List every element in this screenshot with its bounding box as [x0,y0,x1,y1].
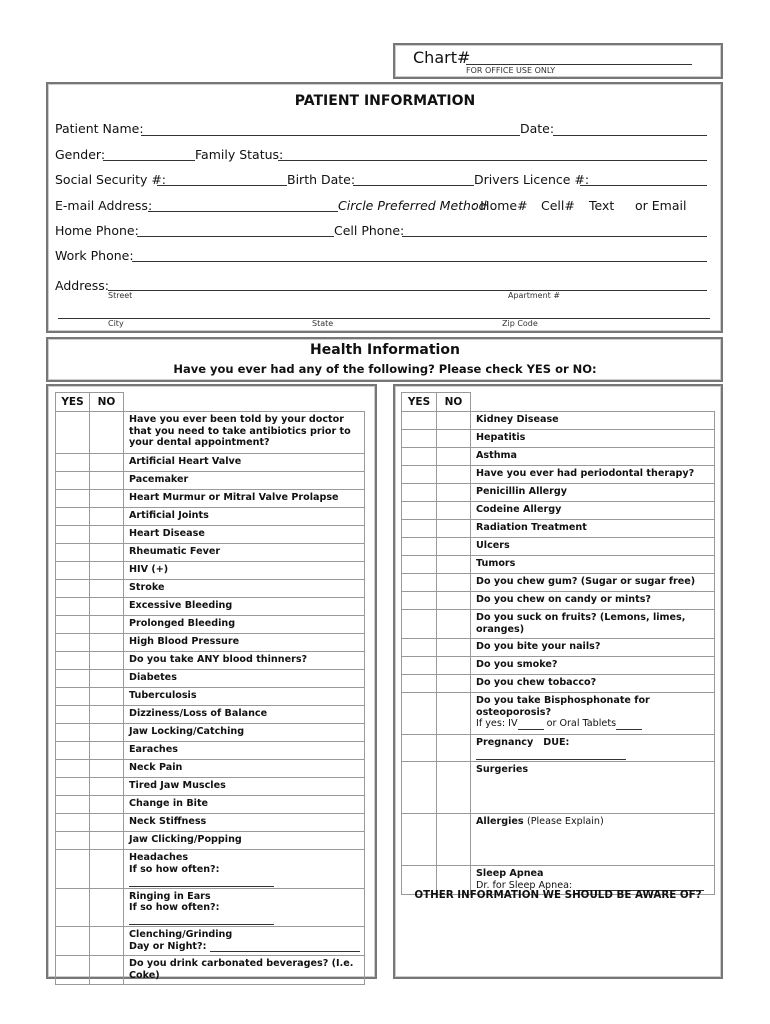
no-checkbox[interactable] [90,688,124,706]
no-checkbox[interactable] [437,412,471,430]
no-checkbox[interactable] [90,814,124,832]
no-checkbox[interactable] [90,490,124,508]
yes-checkbox[interactable] [56,850,90,889]
question-text: Tumors [476,558,516,569]
question [471,538,715,556]
bisphosphonate-options [476,718,642,729]
question [124,634,365,652]
no-checkbox[interactable] [437,675,471,693]
table-row [56,526,365,544]
blank-line[interactable] [129,886,274,887]
question-text: Ulcers [476,540,510,551]
question [471,556,715,574]
table-row [402,693,715,735]
no-checkbox[interactable] [90,706,124,724]
question-text: Do you chew on candy or mints? [476,594,651,605]
family-status-label: Family Status: [195,147,284,162]
question-subtext: Day or Night?: [129,940,207,952]
table-row [402,538,715,556]
table-row [56,598,365,616]
table-row [56,544,365,562]
yes-checkbox[interactable] [56,956,90,985]
table-row [56,832,365,850]
patient-info-title: PATIENT INFORMATION [294,93,476,109]
yes-checkbox[interactable] [56,796,90,814]
question [471,693,715,735]
question [471,592,715,610]
yes-checkbox[interactable] [56,544,90,562]
no-checkbox[interactable] [437,538,471,556]
iv-label: If yes: IV [476,718,518,729]
question-text: Tuberculosis [129,690,197,701]
gender-field[interactable] [103,160,195,161]
work-phone-field[interactable] [132,261,707,262]
chart-label: Chart# [413,48,471,67]
home-phone-label: Home Phone: [55,223,139,238]
question [471,657,715,675]
no-checkbox[interactable] [90,412,124,454]
question [471,520,715,538]
question [124,832,365,850]
question-text: Heart Murmur or Mitral Valve Prolapse [129,492,339,503]
no-checkbox[interactable] [90,670,124,688]
table-row [402,735,715,762]
no-checkbox[interactable] [90,832,124,850]
yes-checkbox[interactable] [402,814,437,866]
question-text: Stroke [129,582,165,593]
yes-checkbox[interactable] [56,580,90,598]
table-row [402,657,715,675]
yes-checkbox[interactable] [56,724,90,742]
question [124,778,365,796]
table-row [56,670,365,688]
blank-line[interactable] [476,759,626,760]
question-text: Earaches [129,744,178,755]
address-label: Address: [55,278,109,293]
no-checkbox[interactable] [90,598,124,616]
table-row [56,616,365,634]
no-header: NO [90,393,124,412]
no-checkbox[interactable] [90,454,124,472]
circle-method-label: Circle Preferred Method [338,198,487,213]
question [124,412,365,454]
question-text: Ringing in Ears [129,890,211,902]
table-row [402,592,715,610]
yes-checkbox[interactable] [56,688,90,706]
state-caption: State [312,319,334,328]
no-checkbox[interactable] [437,592,471,610]
table-row [56,634,365,652]
question-text: Sleep Apnea [476,868,544,879]
no-checkbox[interactable] [437,520,471,538]
table-row [56,412,365,454]
yes-checkbox[interactable] [56,508,90,526]
yes-checkbox[interactable] [56,526,90,544]
table-row [402,639,715,657]
yes-checkbox[interactable] [402,610,437,639]
table-row [56,760,365,778]
question-text: Do you bite your nails? [476,641,601,652]
question-text: Clenching/Grinding [129,929,233,940]
yes-header: YES [56,393,90,412]
no-header: NO [437,393,471,412]
table-row [402,675,715,693]
question [471,466,715,484]
no-checkbox[interactable] [437,574,471,592]
question-text: High Blood Pressure [129,636,240,647]
question [124,598,365,616]
question-text: Have you ever had periodontal therapy? [476,468,695,479]
table-row [402,814,715,866]
table-row [56,778,365,796]
table-row [56,706,365,724]
table-row [402,466,715,484]
blank-line[interactable] [616,729,642,730]
yes-checkbox[interactable] [56,616,90,634]
yes-checkbox[interactable] [56,562,90,580]
sleep-apnea-doctor-label: Dr. for Sleep Apnea: [476,879,573,891]
home-phone-field[interactable] [137,236,334,237]
drivers-licence-label: Drivers Licence #: [474,172,590,187]
no-checkbox[interactable] [437,448,471,466]
no-checkbox[interactable] [90,796,124,814]
question [124,742,365,760]
question-text: Change in Bite [129,798,209,809]
no-checkbox[interactable] [90,634,124,652]
yes-checkbox[interactable] [402,538,437,556]
question-text: HIV (+) [129,564,169,575]
yes-checkbox[interactable] [402,430,437,448]
other-information-label: OTHER INFORMATION WE SHOULD BE AWARE OF? [414,889,702,901]
office-use-note: FOR OFFICE USE ONLY [466,66,556,75]
question [124,616,365,634]
question-text: Neck Stiffness [129,816,207,827]
question-text: Do you drink carbonated beverages? (I.e. Coke) [129,958,354,981]
no-checkbox[interactable] [437,466,471,484]
no-checkbox[interactable] [437,693,471,735]
question-text: Kidney Disease [476,414,559,425]
question-text: Jaw Clicking/Popping [129,834,242,845]
table-row [402,762,715,814]
yes-checkbox[interactable] [56,490,90,508]
yes-checkbox[interactable] [56,760,90,778]
no-checkbox[interactable] [437,814,471,866]
table-row [56,888,365,927]
yes-checkbox[interactable] [56,454,90,472]
table-row [402,430,715,448]
question [124,472,365,490]
question-text: Do you chew gum? (Sugar or sugar free) [476,576,696,587]
yes-checkbox[interactable] [56,634,90,652]
question-text: Do you take Bisphosphonate for osteoporosis? [476,695,650,718]
question-text: Jaw Locking/Catching [129,726,245,737]
question [124,688,365,706]
table-row [402,520,715,538]
due-label: DUE: [543,737,570,748]
question [471,675,715,693]
question [471,448,715,466]
question [124,454,365,472]
question [124,850,365,889]
yes-checkbox[interactable] [402,556,437,574]
yes-checkbox[interactable] [402,466,437,484]
yes-checkbox[interactable] [402,574,437,592]
no-checkbox[interactable] [90,580,124,598]
yes-checkbox[interactable] [56,888,90,927]
table-row [56,688,365,706]
question [124,562,365,580]
question [471,735,715,762]
no-checkbox[interactable] [437,484,471,502]
question [471,430,715,448]
question [124,508,365,526]
question-text: Surgeries [476,764,529,775]
table-row [56,472,365,490]
birth-date-label: Birth Date: [287,172,356,187]
street-caption: Street [108,291,133,300]
no-checkbox[interactable] [437,610,471,639]
gender-label: Gender: [55,147,106,162]
yes-checkbox[interactable] [402,735,437,762]
no-checkbox[interactable] [90,742,124,760]
yes-checkbox[interactable] [402,639,437,657]
no-checkbox[interactable] [437,430,471,448]
question-text: Pregnancy [476,737,534,748]
no-checkbox[interactable] [90,927,124,956]
question-text: Excessive Bleeding [129,600,233,611]
table-row [402,502,715,520]
question [124,706,365,724]
question-text: Rheumatic Fever [129,546,221,557]
method-home-option[interactable]: : Home# [472,198,528,213]
table-row [56,580,365,598]
method-email-option[interactable]: or Email [635,198,687,213]
drivers-licence-field[interactable] [580,185,707,186]
question [124,814,365,832]
question [471,502,715,520]
yes-checkbox[interactable] [56,598,90,616]
zip-caption: Zip Code [502,319,538,328]
question [471,574,715,592]
apartment-caption: Apartment # [508,291,561,300]
question [124,927,365,956]
health-right-table [401,392,715,895]
question [124,760,365,778]
no-checkbox[interactable] [437,639,471,657]
question [124,652,365,670]
cell-phone-field[interactable] [402,236,707,237]
yes-checkbox[interactable] [56,778,90,796]
question [471,762,715,814]
yes-checkbox[interactable] [56,652,90,670]
yes-checkbox[interactable] [402,592,437,610]
no-checkbox[interactable] [90,888,124,927]
allergies-note: (Please Explain) [526,816,604,827]
question-text: Radiation Treatment [476,522,587,533]
question-text: Heart Disease [129,528,205,539]
table-row [402,574,715,592]
table-row [402,556,715,574]
date-field[interactable] [553,135,707,136]
no-checkbox[interactable] [437,762,471,814]
question [471,639,715,657]
yes-checkbox[interactable] [56,927,90,956]
question-text: Allergies [476,816,524,827]
yes-checkbox[interactable] [402,762,437,814]
blank-line[interactable] [210,951,360,952]
no-checkbox[interactable] [90,616,124,634]
table-row [56,927,365,956]
question-text: Prolonged Bleeding [129,618,236,629]
question-text: Do you take ANY blood thinners? [129,654,308,665]
question [124,670,365,688]
cell-phone-label: Cell Phone: [334,223,405,238]
table-row [56,850,365,889]
ssn-label: Social Security #: [55,172,167,187]
yes-checkbox[interactable] [56,814,90,832]
no-checkbox[interactable] [437,556,471,574]
question-text: Asthma [476,450,518,461]
yes-checkbox[interactable] [56,670,90,688]
city-caption: City [108,319,124,328]
no-checkbox[interactable] [90,850,124,889]
family-status-field[interactable] [278,160,707,161]
table-row [56,508,365,526]
table-row [402,484,715,502]
question [124,796,365,814]
question [471,412,715,430]
question-text: Dizziness/Loss of Balance [129,708,268,719]
no-checkbox[interactable] [90,652,124,670]
no-checkbox[interactable] [90,508,124,526]
question [124,956,365,985]
table-row [56,742,365,760]
yes-checkbox[interactable] [402,484,437,502]
question-text: Penicillin Allergy [476,486,568,497]
table-row [56,652,365,670]
yes-checkbox[interactable] [402,675,437,693]
table-row [56,956,365,985]
yes-checkbox[interactable] [56,472,90,490]
table-row [402,610,715,639]
table-row [56,796,365,814]
table-row [56,724,365,742]
question [124,490,365,508]
table-row [402,412,715,430]
question-subtext: If so how often?: [129,863,220,875]
table-row [56,490,365,508]
health-info-title: Health Information [310,342,460,358]
no-checkbox[interactable] [437,735,471,762]
no-checkbox[interactable] [90,562,124,580]
yes-checkbox[interactable] [56,706,90,724]
health-left-table [55,392,365,985]
yes-checkbox[interactable] [402,520,437,538]
question [471,814,715,866]
no-checkbox[interactable] [90,526,124,544]
question-text: Have you ever been told by your doctor that you need to take antibiotics prior to your dental appointment? [129,414,351,448]
table-row [56,562,365,580]
email-label: E-mail Address: [55,198,153,213]
question-text: Do you suck on fruits? (Lemons, limes, oranges) [476,612,686,635]
chart-number-field[interactable] [466,64,692,65]
work-phone-label: Work Phone: [55,248,134,263]
patient-name-label: Patient Name: [55,121,144,136]
address-street-field[interactable] [108,290,707,291]
email-field[interactable] [148,211,338,212]
table-row [56,814,365,832]
question [124,888,365,927]
question [124,544,365,562]
yes-checkbox[interactable] [56,412,90,454]
method-cell-option[interactable]: Cell# [541,198,575,213]
address-city-field[interactable] [58,318,710,319]
oral-tablets-label: or Oral Tablets [546,718,617,729]
health-info-subtitle: Have you ever had any of the following? Please check YES or NO: [173,362,597,376]
no-checkbox[interactable] [90,760,124,778]
question-text: Do you smoke? [476,659,558,670]
question [124,580,365,598]
yes-header: YES [402,393,437,412]
yes-checkbox[interactable] [402,448,437,466]
yes-checkbox[interactable] [402,657,437,675]
no-checkbox[interactable] [437,657,471,675]
question-subtext: If so how often?: [129,902,220,913]
question-text: Headaches [129,852,189,863]
table-row [402,448,715,466]
date-label: Date: [520,121,555,136]
birth-date-field[interactable] [353,185,474,186]
question [471,610,715,639]
question-text: Hepatitis [476,432,526,443]
blank-line[interactable] [129,924,274,925]
question [471,484,715,502]
question-text: Artificial Joints [129,510,209,521]
no-checkbox[interactable] [437,502,471,520]
yes-checkbox[interactable] [402,412,437,430]
question-text: Diabetes [129,672,177,683]
yes-checkbox[interactable] [402,502,437,520]
blank-line[interactable] [518,729,544,730]
no-checkbox[interactable] [90,544,124,562]
no-checkbox[interactable] [90,472,124,490]
question-text: Pacemaker [129,474,189,485]
no-checkbox[interactable] [90,778,124,796]
table-row [56,454,365,472]
question [124,724,365,742]
yes-checkbox[interactable] [56,832,90,850]
question-text: Artificial Heart Valve [129,456,242,467]
no-checkbox[interactable] [90,724,124,742]
question-text: Neck Pain [129,762,183,773]
question [124,526,365,544]
question-text: Do you chew tobacco? [476,677,597,688]
question-text: Codeine Allergy [476,504,562,515]
question-text: Tired Jaw Muscles [129,780,226,791]
patient-name-field[interactable] [141,135,520,136]
method-text-option[interactable]: Text [589,198,615,213]
yes-checkbox[interactable] [402,693,437,735]
no-checkbox[interactable] [90,956,124,985]
ssn-field[interactable] [157,185,287,186]
yes-checkbox[interactable] [56,742,90,760]
